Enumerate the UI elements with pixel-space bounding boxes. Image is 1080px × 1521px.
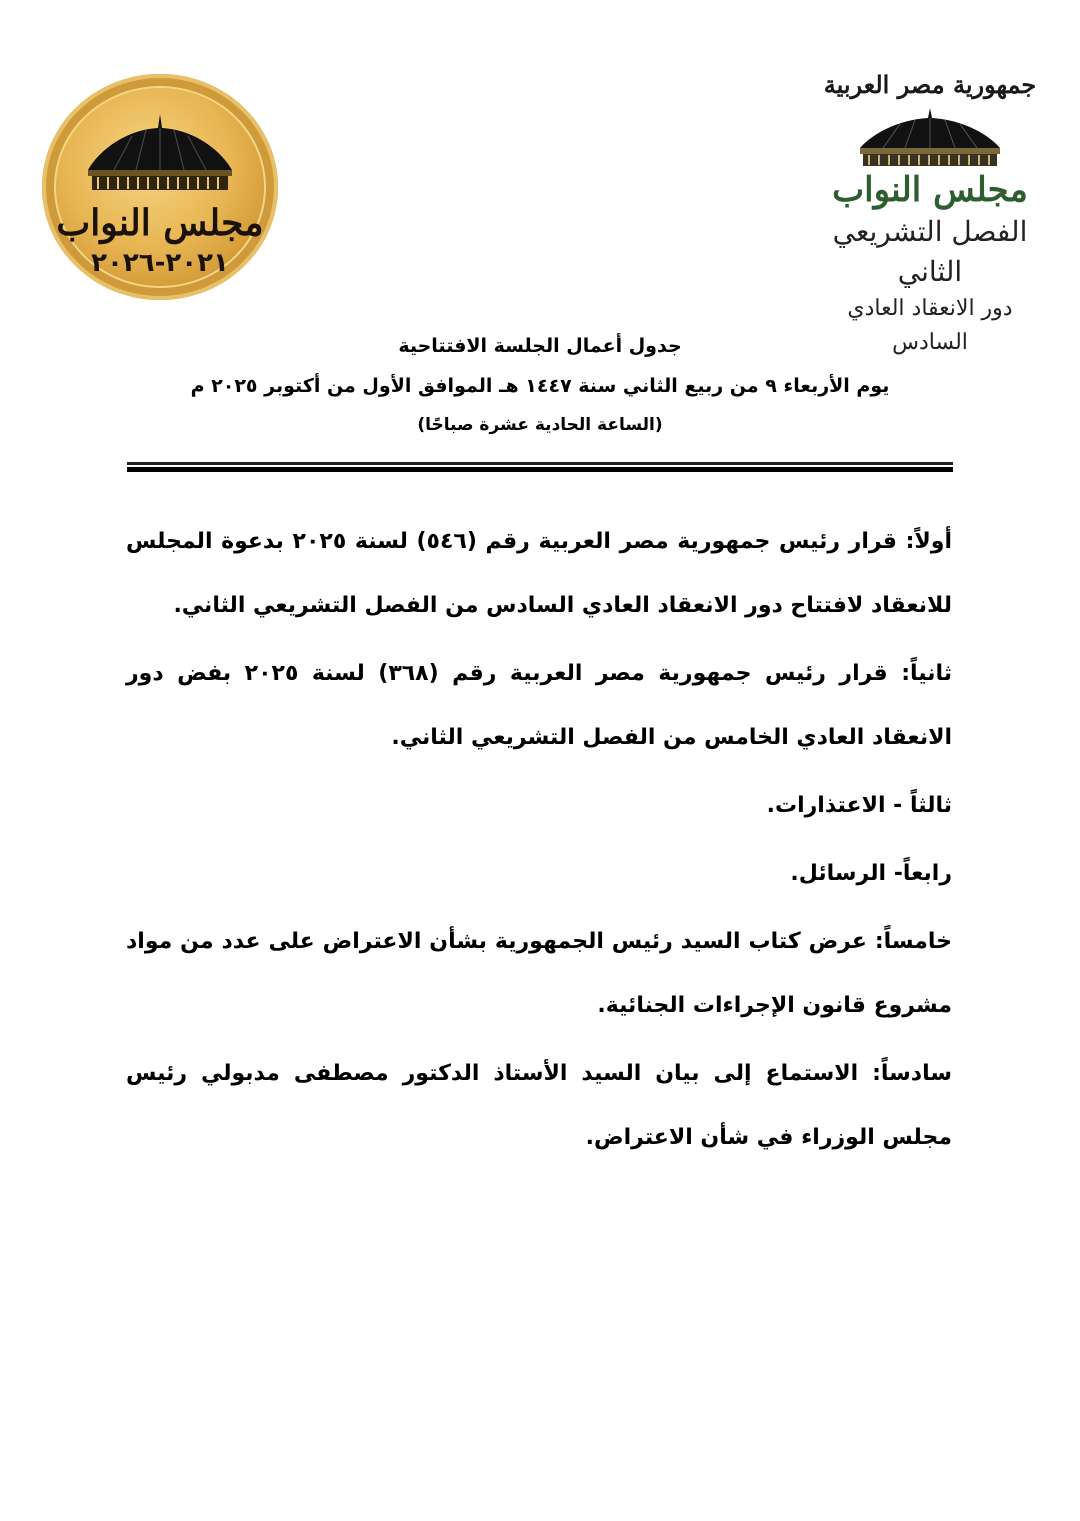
agenda-item-text: عرض كتاب السيد رئيس الجمهورية بشأن الاعتراض على عدد من مواد مشروع قانون الإجراءات الجنائية. (126, 929, 952, 1018)
agenda-item-ordinal: ثانياً: (901, 661, 953, 686)
logo-legislative-term: الفصل التشريعي الثاني (832, 215, 1028, 288)
agenda-item-text: الرسائل. (790, 861, 887, 886)
session-time: (الساعة الحادية عشرة صباحًا) (417, 415, 663, 435)
seal-title: مجلس النواب (56, 202, 264, 244)
agenda-item-2 (126, 642, 952, 770)
agenda-item-ordinal: خامساً: (874, 929, 952, 954)
agenda-item-3 (126, 774, 952, 838)
agenda-item-6 (126, 1042, 952, 1170)
agenda-item-4 (126, 842, 952, 906)
parliament-gold-seal (42, 74, 278, 300)
agenda-item-ordinal: رابعاً- (893, 861, 952, 886)
header-divider (127, 462, 953, 472)
logo-parliament-name: مجلس النواب (832, 170, 1028, 210)
agenda-item-ordinal: أولاً: (905, 529, 953, 554)
parliament-logo-right (820, 68, 1040, 360)
document-title: جدول أعمال الجلسة الافتتاحية (398, 335, 682, 357)
dome-icon (84, 114, 236, 194)
seal-years: ٢٠٢١-٢٠٢٦ (91, 248, 229, 278)
agenda-list (126, 510, 952, 1174)
agenda-item-text: قرار رئيس جمهورية مصر العربية رقم (٥٤٦) لسنة ٢٠٢٥ بدعوة المجلس للانعقاد لافتتاح دور الانعقاد العادي السادس من الفصل التشريعي الثاني. (126, 529, 952, 618)
logo-country-name: جمهورية مصر العربية (823, 70, 1037, 99)
document-header (0, 326, 1080, 444)
dome-icon (855, 106, 1005, 168)
agenda-item-text: الاعتذارات. (766, 793, 886, 818)
agenda-item-text: الاستماع إلى بيان السيد الأستاذ الدكتور مصطفى مدبولي رئيس مجلس الوزراء في شأن الاعتراض. (126, 1061, 952, 1150)
logo-session-round: دور الانعقاد العادي السادس (847, 296, 1013, 355)
agenda-item-1 (126, 510, 952, 638)
agenda-item-ordinal: ثالثاً - (893, 793, 952, 818)
agenda-item-5 (126, 910, 952, 1038)
agenda-item-text: قرار رئيس جمهورية مصر العربية رقم (٣٦٨) لسنة ٢٠٢٥ بفض دور الانعقاد العادي الخامس من الفصل التشريعي الثاني. (126, 661, 952, 750)
session-date: يوم الأربعاء ٩ من ربيع الثاني سنة ١٤٤٧ هـ الموافق الأول من أكتوبر ٢٠٢٥ م (190, 375, 890, 397)
agenda-item-ordinal: سادساً: (872, 1061, 952, 1086)
